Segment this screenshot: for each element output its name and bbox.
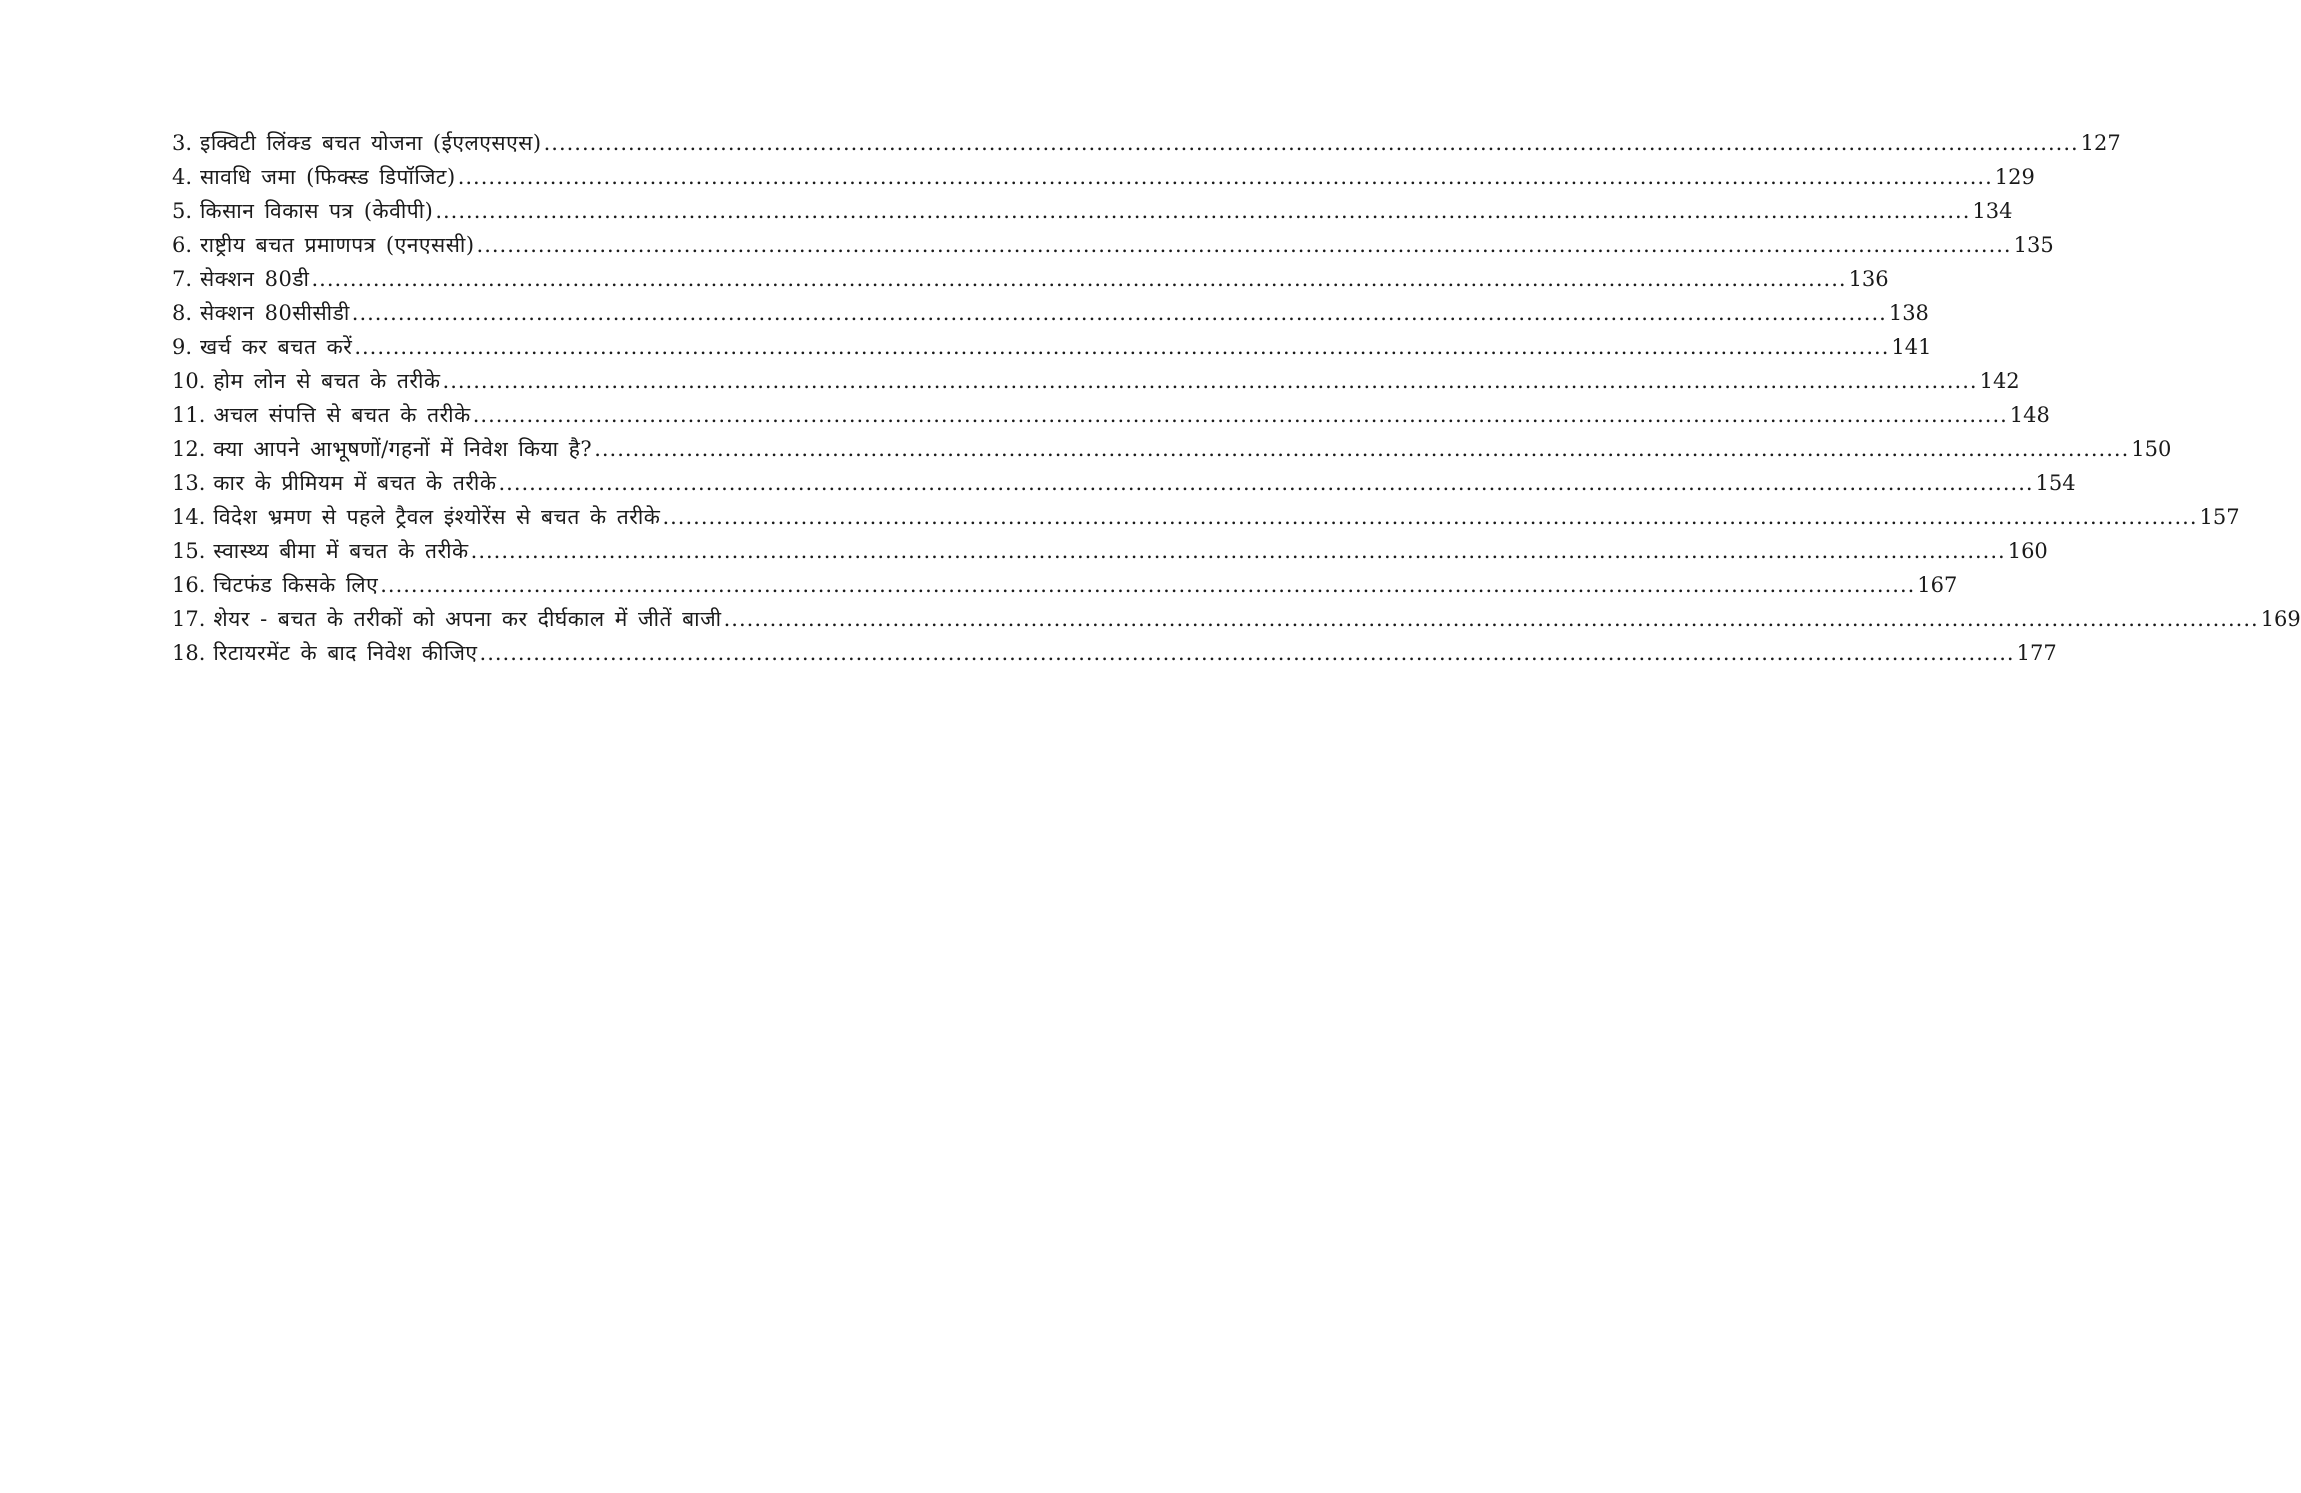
toc-entry <box>172 296 1929 330</box>
toc-entry-number: 12. <box>172 437 206 461</box>
toc-entry-number: 10. <box>172 369 206 393</box>
toc-entry <box>172 602 2301 636</box>
toc-entry <box>172 636 2057 670</box>
toc-entry-title: कार के प्रीमियम में बचत के तरीके <box>213 471 497 495</box>
toc-entry-title: अचल संपत्ति से बचत के तरीके <box>213 403 471 427</box>
toc-entry <box>172 466 2076 500</box>
toc-entry-title: रिटायरमेंट के बाद निवेश कीजिए <box>213 641 478 665</box>
toc-entry-title: राष्ट्रीय बचत प्रमाणपत्र (एनएससी) <box>200 233 475 257</box>
toc-entry-title: क्या आपने आभूषणों/गहनों में निवेश किया है? <box>213 437 593 461</box>
toc-entry-number: 7. <box>172 267 193 291</box>
toc-entry-number: 16. <box>172 573 206 597</box>
toc-leader-dots: ........................................................................................................................................................................................................ <box>476 233 2012 257</box>
toc-entry-title: इक्विटी लिंक्ड बचत योजना (ईएलएसएस) <box>200 131 542 155</box>
toc-entry <box>172 228 2054 262</box>
toc-entry-page: 134 <box>1972 199 2013 223</box>
toc-entry-page: 135 <box>2013 233 2054 257</box>
toc-leader-dots: ........................................................................................................................................................................................................ <box>354 335 1890 359</box>
toc-entry <box>172 568 1958 602</box>
toc-entry <box>172 330 1932 364</box>
toc-entry-title: विदेश भ्रमण से पहले ट्रैवल इंश्योरेंस से बचत के तरीके <box>213 505 661 529</box>
toc-entry <box>172 126 2121 160</box>
toc-entry-page: 136 <box>1848 267 1889 291</box>
toc-leader-dots: ........................................................................................................................................................................................................ <box>311 267 1847 291</box>
toc-entry-page: 167 <box>1917 573 1958 597</box>
toc-entry <box>172 500 2240 534</box>
toc-leader-dots: ........................................................................................................................................................................................................ <box>470 539 2006 563</box>
toc-entry-number: 4. <box>172 165 193 189</box>
toc-entry-title: सेक्शन 80डी <box>200 267 310 291</box>
toc-entry-number: 9. <box>172 335 193 359</box>
toc-entry-number: 17. <box>172 607 206 631</box>
toc-entry-page: 169 <box>2260 607 2301 631</box>
toc-leader-dots: ........................................................................................................................................................................................................ <box>380 573 1916 597</box>
toc-leader-dots: ........................................................................................................................................................................................................ <box>723 607 2259 631</box>
toc-leader-dots: ........................................................................................................................................................................................................ <box>594 437 2130 461</box>
toc-entry-number: 13. <box>172 471 206 495</box>
toc-entry-page: 177 <box>2016 641 2057 665</box>
toc-entry-title: खर्च कर बचत करें <box>200 335 353 359</box>
toc-entry-title: किसान विकास पत्र (केवीपी) <box>200 199 434 223</box>
toc-entry <box>172 432 2172 466</box>
toc-entry-page: 160 <box>2007 539 2048 563</box>
toc-entry-page: 148 <box>2009 403 2050 427</box>
toc-entry-page: 157 <box>2199 505 2240 529</box>
toc-entry-page: 129 <box>1994 165 2035 189</box>
toc-entry <box>172 194 2013 228</box>
toc-leader-dots: ........................................................................................................................................................................................................ <box>435 199 1971 223</box>
toc-entry-number: 3. <box>172 131 193 155</box>
toc-entry-page: 150 <box>2131 437 2172 461</box>
toc-leader-dots: ........................................................................................................................................................................................................ <box>472 403 2008 427</box>
toc-entry-number: 15. <box>172 539 206 563</box>
toc-entry <box>172 160 2035 194</box>
toc-entry <box>172 262 1889 296</box>
toc-entry-title: चिटफंड किसके लिए <box>213 573 379 597</box>
toc-entry-page: 142 <box>1979 369 2020 393</box>
toc-entry-number: 5. <box>172 199 193 223</box>
toc-entry-number: 18. <box>172 641 206 665</box>
toc-leader-dots: ........................................................................................................................................................................................................ <box>351 301 1887 325</box>
toc-entry-number: 14. <box>172 505 206 529</box>
toc-entry-page: 138 <box>1888 301 1929 325</box>
toc-leader-dots: ........................................................................................................................................................................................................ <box>662 505 2198 529</box>
toc-entry-number: 6. <box>172 233 193 257</box>
toc-entry-page: 127 <box>2080 131 2121 155</box>
toc-entry <box>172 534 2048 568</box>
table-of-contents <box>172 126 2301 670</box>
toc-entry-title: शेयर - बचत के तरीकों को अपना कर दीर्घकाल में जीतें बाजी <box>213 607 722 631</box>
toc-leader-dots: ........................................................................................................................................................................................................ <box>543 131 2079 155</box>
toc-entry-title: स्वास्थ्य बीमा में बचत के तरीके <box>213 539 469 563</box>
toc-leader-dots: ........................................................................................................................................................................................................ <box>442 369 1978 393</box>
toc-entry-page: 154 <box>2035 471 2076 495</box>
toc-leader-dots: ........................................................................................................................................................................................................ <box>479 641 2015 665</box>
toc-entry-number: 8. <box>172 301 193 325</box>
toc-entry-title: सावधि जमा (फिक्स्ड डिपॉजिट) <box>200 165 456 189</box>
toc-entry-page: 141 <box>1891 335 1932 359</box>
toc-entry-title: सेक्शन 80सीसीडी <box>200 301 350 325</box>
toc-entry <box>172 364 2020 398</box>
toc-leader-dots: ........................................................................................................................................................................................................ <box>498 471 2034 495</box>
toc-entry-number: 11. <box>172 403 206 427</box>
toc-entry-title: होम लोन से बचत के तरीके <box>213 369 441 393</box>
toc-leader-dots: ........................................................................................................................................................................................................ <box>457 165 1993 189</box>
toc-entry <box>172 398 2050 432</box>
